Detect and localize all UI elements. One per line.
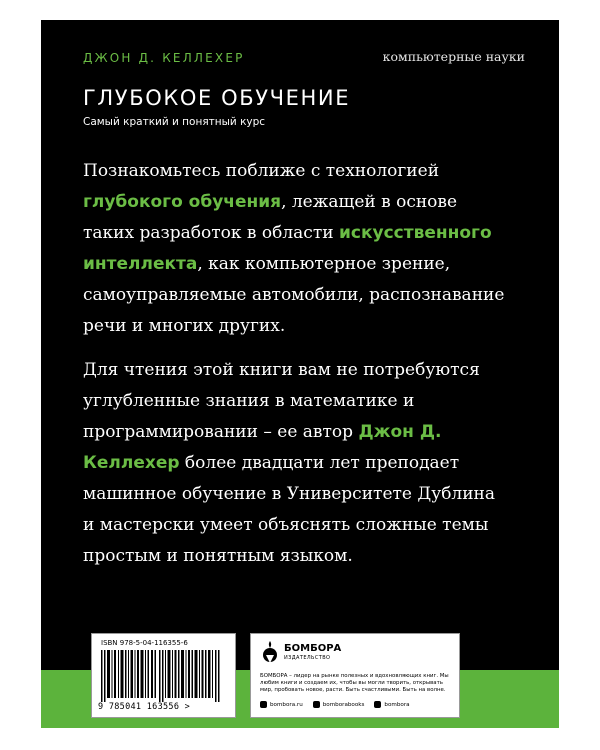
globe-icon [260, 701, 267, 708]
instagram-icon [313, 701, 320, 708]
isbn: ISBN 978-5-04-116355-6 [101, 639, 188, 647]
publisher-name: БОМБОРА [284, 643, 342, 654]
publisher-subname: ИЗДАТЕЛЬСТВО [284, 655, 331, 661]
text: более двадцати лет преподает машинное обучение в Университете Дублина и мастерски умеет объяснять сложные темы простым и понятным языком. [83, 453, 496, 566]
highlight-author: Джон Д. Келлехер [83, 422, 442, 473]
barcode-number: 9 785041 163556 > [98, 702, 191, 712]
book-subtitle: Самый краткий и понятный курс [83, 116, 266, 128]
barcode-icon [101, 650, 226, 702]
description [83, 156, 541, 572]
text: Познакомьтесь поближе с технологией [83, 161, 440, 181]
book-title: ГЛУБОКОЕ ОБУЧЕНИЕ [83, 86, 351, 110]
website-link: bombora.ru [260, 701, 303, 708]
social-link: bombora [374, 701, 409, 708]
publisher-description: БОМБОРА – лидер на рынке полезных и вдохновляющих книг. Мы любим книги и создаем их, чтобы вы могли творить, открывать мир, пробовать новое, расти. Быть счастливыми. Быть на волне. [260, 673, 449, 693]
text: , лежащей в основе таких разработок в области [83, 192, 458, 243]
highlight-deep-learning: глубокого обучения [83, 192, 282, 212]
author-name: ДЖОН Д. КЕЛЛЕХЕР [83, 51, 245, 65]
description-paragraph-1 [83, 156, 541, 342]
publisher-panel [250, 633, 460, 718]
instagram-link: bomborabooks [313, 701, 365, 708]
description-paragraph-2 [83, 355, 541, 572]
category-label: компьютерные науки [382, 49, 525, 64]
bombora-logo-icon [260, 640, 280, 666]
publisher-links [260, 701, 456, 708]
vk-icon [374, 701, 381, 708]
barcode-panel [91, 633, 236, 718]
highlight-ai: искусственного интеллекта [83, 223, 492, 274]
text: , как компьютерное зрение, самоуправляемые автомобили, распознавание речи и многих других. [83, 254, 505, 336]
book-back-cover [41, 20, 559, 728]
text: Для чтения этой книги вам не потребуются углубленные знания в математике и программировании – ее автор [83, 360, 480, 442]
